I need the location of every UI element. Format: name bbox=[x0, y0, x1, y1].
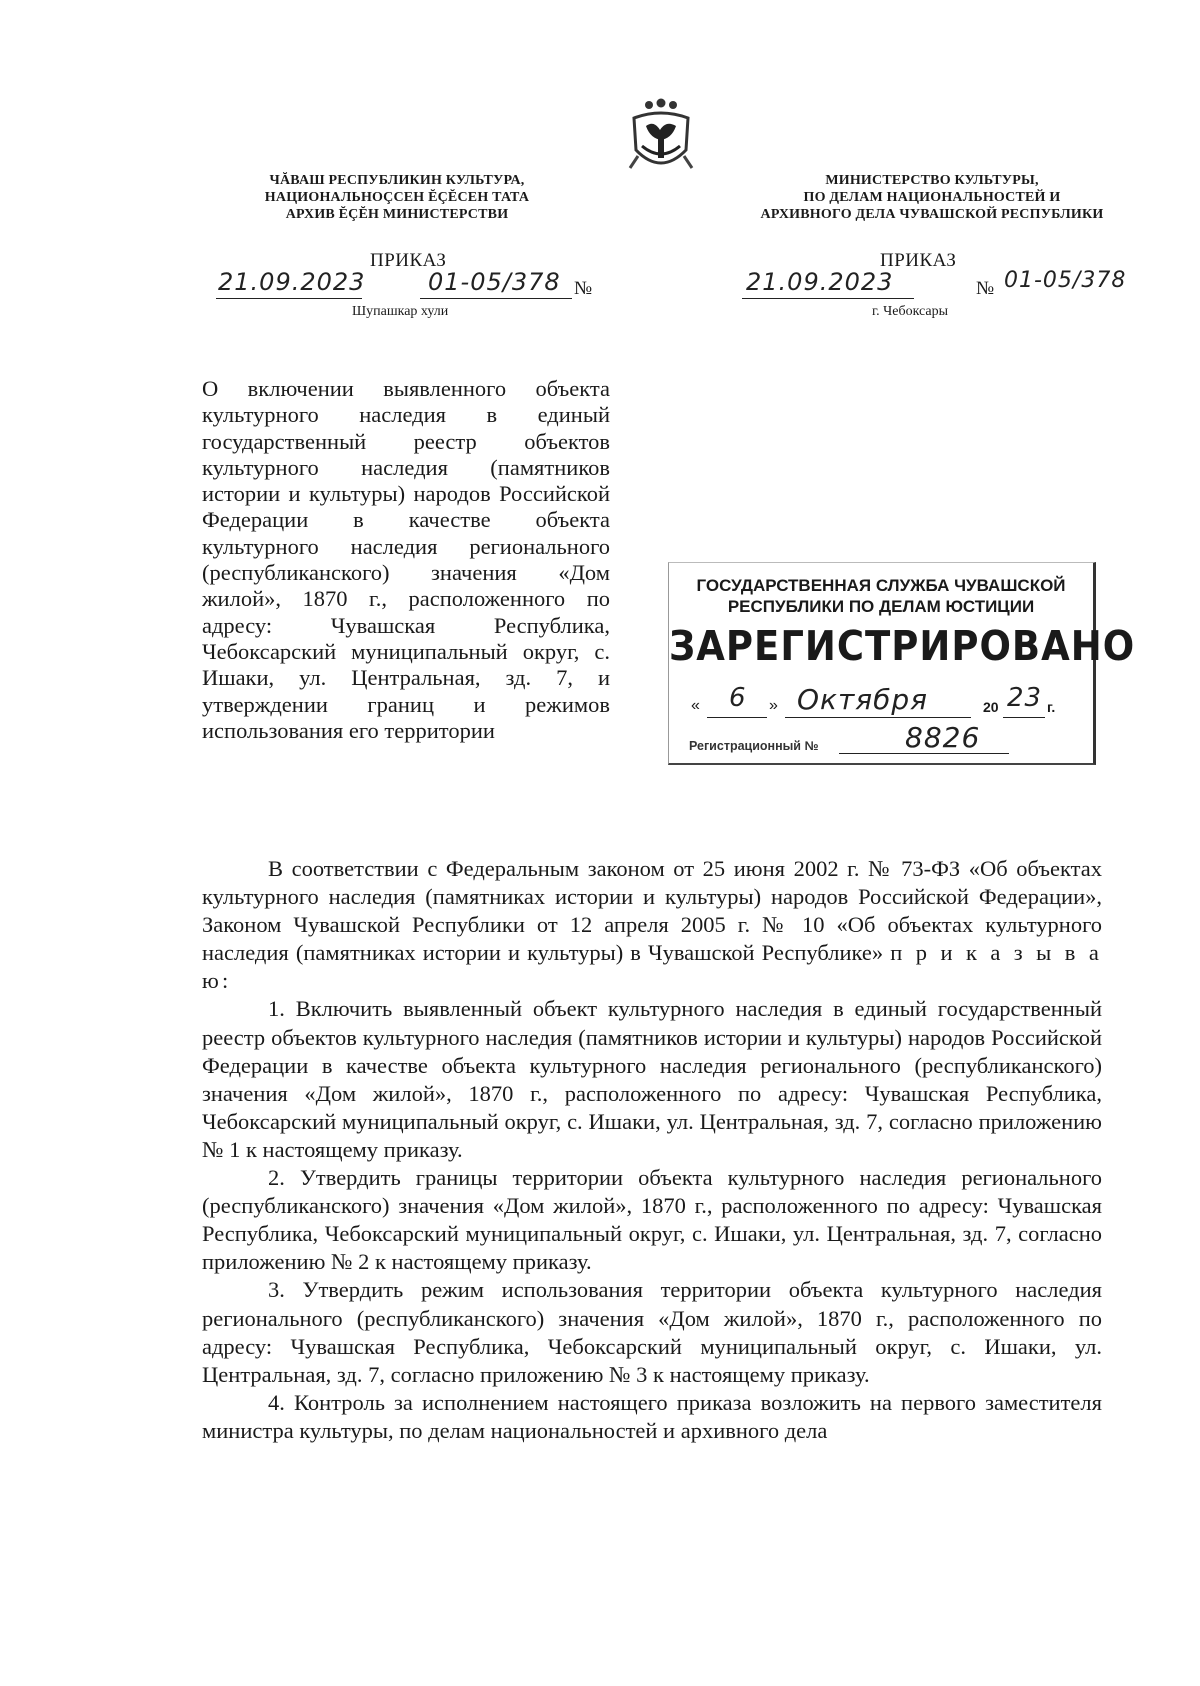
stamp-reg-label: Регистрационный № bbox=[689, 739, 819, 753]
stamp-reg-number: 8826 bbox=[905, 721, 981, 754]
stamp-month: Октября bbox=[797, 683, 928, 716]
order-number-left: 01-05/378 bbox=[428, 268, 561, 296]
number-underline-left bbox=[420, 298, 572, 299]
date-underline-left bbox=[216, 298, 362, 299]
order-body bbox=[202, 855, 1102, 1445]
date-underline-right bbox=[742, 298, 914, 299]
order-subject: О включении выявленного объекта культурного наследия в единый государственный реестр объектов культурного наследия (памятников истории и культуры) народов Российской Федерации в качестве объекта культурного наследия регионального (республиканского) значения «Дом жилой», 1870 г., расположенного по адресу: Чувашская Республика, Чебоксарский муниципальный округ, с. Ишаки, ул. Центральная, зд. 7, и утверждении границ и режимов использования его территории bbox=[202, 376, 610, 743]
stamp-year-suffix: 23 bbox=[1007, 683, 1043, 713]
stamp-registered-label: ЗАРЕГИСТРИРОВАНО bbox=[669, 622, 1136, 671]
ministry-line: АРХИВНОГО ДЕЛА ЧУВАШСКОЙ РЕСПУБЛИКИ bbox=[760, 207, 1104, 222]
order-title-left: ПРИКАЗ bbox=[370, 250, 447, 271]
ministry-line: ПО ДЕЛАМ НАЦИОНАЛЬНОСТЕЙ И bbox=[803, 190, 1061, 205]
order-date-right: 21.09.2023 bbox=[746, 268, 894, 296]
stamp-year-underline bbox=[1003, 717, 1045, 718]
order-item-4: 4. Контроль за исполнением настоящего приказа возложить на первого заместителя министра культуры, по делам национальностей и архивного дела bbox=[202, 1389, 1102, 1443]
number-sign-left: № bbox=[574, 278, 593, 299]
ministry-line: МИНИСТЕРСТВО КУЛЬТУРЫ, bbox=[825, 173, 1039, 188]
order-date-left: 21.09.2023 bbox=[218, 268, 366, 296]
registration-stamp bbox=[668, 562, 1136, 765]
city-chuvash: Шупашкар хули bbox=[352, 304, 449, 319]
order-item-1: 1. Включить выявленный объект культурного наследия в единый государственный реестр объектов культурного наследия (памятников истории и культуры) народов Российской Федерации в качестве объекта культурного наследия регионального (республиканского) значения «Дом жилой», 1870 г., расположенного по адресу: Чувашская Республика, Чебоксарский муниципальный округ, с. Ишаки, ул. Центральная, зд. 7, согласно приложению № 1 к настоящему приказу. bbox=[202, 996, 1102, 1162]
preamble-paragraph bbox=[202, 855, 1102, 995]
stamp-authority bbox=[679, 575, 1083, 617]
ministry-line: НАЦИОНАЛЬНОÇСЕН ĔÇĔСЕН ТАТА bbox=[264, 190, 530, 205]
number-sign-right: № bbox=[976, 278, 995, 299]
stamp-day: 6 bbox=[729, 683, 747, 713]
stamp-month-underline bbox=[785, 717, 971, 718]
order-title-right: ПРИКАЗ bbox=[880, 250, 957, 271]
stamp-year-letter: г. bbox=[1047, 699, 1056, 715]
order-item-2: 2. Утвердить границы территории объекта культурного наследия регионального (республиканского) значения «Дом жилой», 1870 г., расположенного по адресу: Чувашская Республика, Чебоксарский муниципальный округ, с. Ишаки, ул. Центральная, зд. 7, согласно приложению № 2 к настоящему приказу. bbox=[202, 1165, 1102, 1275]
stamp-quote-open: « bbox=[691, 697, 700, 714]
city-russian: г. Чебоксары bbox=[872, 304, 949, 319]
stamp-authority-line: ГОСУДАРСТВЕННАЯ СЛУЖБА ЧУВАШСКОЙ bbox=[696, 576, 1066, 595]
order-number-right: 01-05/378 bbox=[1004, 268, 1127, 293]
ministry-name-chuvash bbox=[222, 172, 572, 223]
ministry-name-russian bbox=[732, 172, 1132, 223]
stamp-number-row bbox=[689, 721, 1089, 759]
ministry-line: АРХИВ ĔÇĔН МИНИСТЕРСТВИ bbox=[285, 207, 509, 222]
stamp-reg-underline bbox=[839, 753, 1009, 754]
stamp-quote-close: » bbox=[769, 697, 778, 714]
ministry-line: ЧĂВАШ РЕСПУБЛИКИН КУЛЬТУРА, bbox=[269, 173, 525, 188]
order-verb: п р и к а з ы в а ю: bbox=[202, 940, 1103, 994]
stamp-day-underline bbox=[707, 717, 767, 718]
coat-of-arms-emblem bbox=[626, 96, 696, 180]
stamp-authority-line: РЕСПУБЛИКИ ПО ДЕЛАМ ЮСТИЦИИ bbox=[727, 597, 1035, 616]
preamble-text: В соответствии с Федеральным законом от 25 июня 2002 г. № 73-ФЗ «Об объектах культурного наследия (памятниках истории и культуры) народов Российской Федерации», Законом Чувашской Республики от 12 апреля 2005 г. № 10 «Об объектах культурного наследия (памятниках истории и культуры) в Чувашской Республике» bbox=[202, 856, 1102, 966]
order-item-3: 3. Утвердить режим использования территории объекта культурного наследия регионального (республиканского) значения «Дом жилой», 1870 г., расположенного по адресу: Чувашская Республика, Чебоксарский муниципальный округ, с. Ишаки, ул. Центральная, зд. 7, согласно приложению № 3 к настоящему приказу. bbox=[202, 1277, 1102, 1387]
stamp-year-prefix: 20 bbox=[983, 699, 999, 715]
stamp-date-row bbox=[689, 683, 1089, 721]
